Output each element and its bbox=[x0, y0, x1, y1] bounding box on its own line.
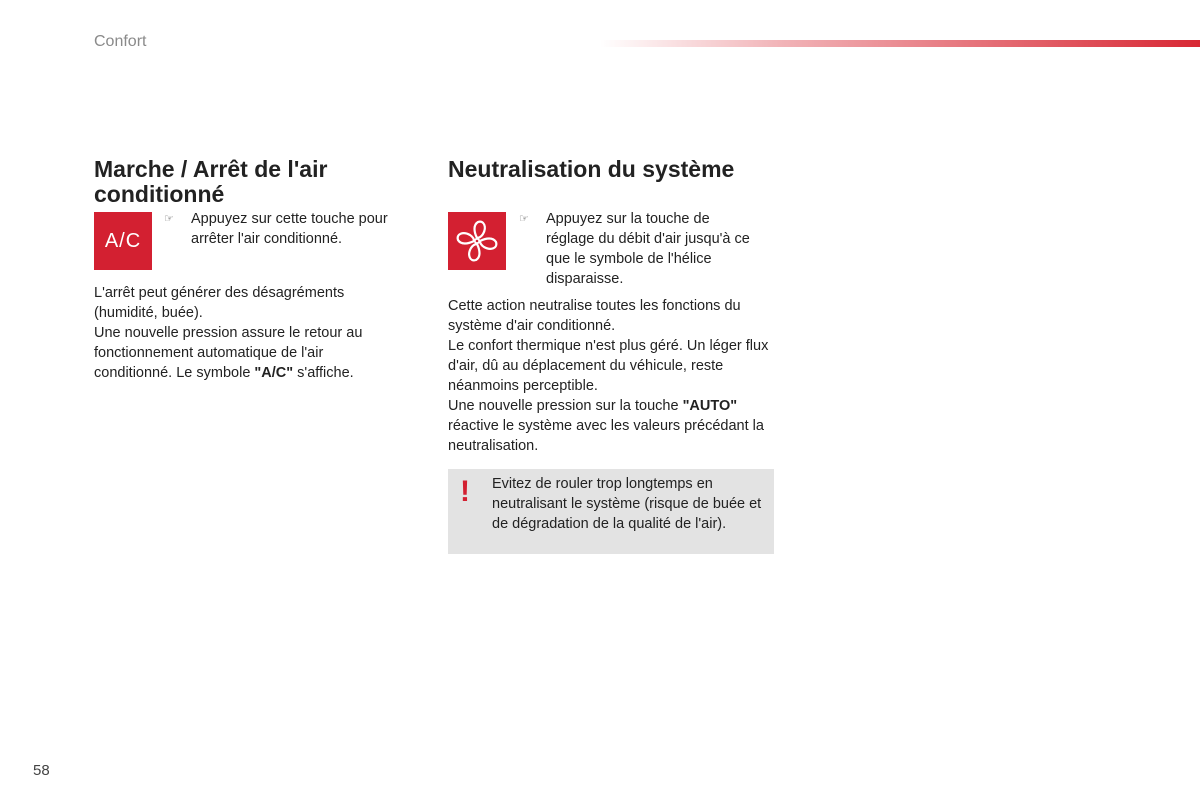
neutralisation-line-2: Le confort thermique n'est plus géré. Un léger flux d'air, dû au déplacement du véhicule, reste néanmoins perceptible. bbox=[448, 338, 769, 394]
neutralisation-description bbox=[448, 296, 778, 456]
section-label: Confort bbox=[94, 33, 147, 50]
ac-description-line-1: L'arrêt peut générer des désagréments (humidité, buée). bbox=[94, 285, 345, 321]
neutralisation-line-3: Une nouvelle pression sur la touche bbox=[448, 398, 683, 414]
heading-ac-on-off: Marche / Arrêt de l'air conditionné bbox=[94, 156, 328, 207]
warning-text: Evitez de rouler trop longtemps en neutralisant le système (risque de buée et de dégradation de la qualité de l'air). bbox=[492, 476, 762, 532]
warning-icon: ! bbox=[460, 475, 470, 508]
warning-box bbox=[448, 469, 774, 554]
ac-button-icon bbox=[94, 212, 152, 270]
ac-symbol-label: "A/C" bbox=[254, 365, 294, 381]
ac-description-line-2: Une nouvelle pression assure le retour au fonctionnement automatique de l'air conditionné. Le symbole bbox=[94, 325, 363, 381]
ac-icon-label: A/C bbox=[104, 229, 142, 252]
neutralisation-line-1: Cette action neutralise toutes les fonctions du système d'air conditionné. bbox=[448, 298, 741, 334]
page-number: 58 bbox=[33, 762, 50, 779]
fan-icon bbox=[455, 219, 499, 263]
neutralisation-line-3-end: réactive le système avec les valeurs précédant la neutralisation. bbox=[448, 418, 764, 454]
heading-system-neutralisation: Neutralisation du système bbox=[448, 156, 735, 182]
instruction-text: Appuyez sur cette touche pour arrêter l'air conditionné. bbox=[191, 211, 388, 247]
ac-description-line-2-end: s'affiche. bbox=[293, 365, 354, 381]
auto-key-label: "AUTO" bbox=[682, 398, 738, 414]
pointing-hand-icon: ☞ bbox=[164, 213, 174, 225]
fan-button-icon bbox=[448, 212, 506, 270]
header-accent-bar bbox=[600, 40, 1200, 47]
ac-description bbox=[94, 283, 394, 383]
instruction-text: Appuyez sur la touche de réglage du débit d'air jusqu'à ce que le symbole de l'hélice disparaisse. bbox=[546, 211, 750, 287]
pointing-hand-icon: ☞ bbox=[519, 213, 529, 225]
